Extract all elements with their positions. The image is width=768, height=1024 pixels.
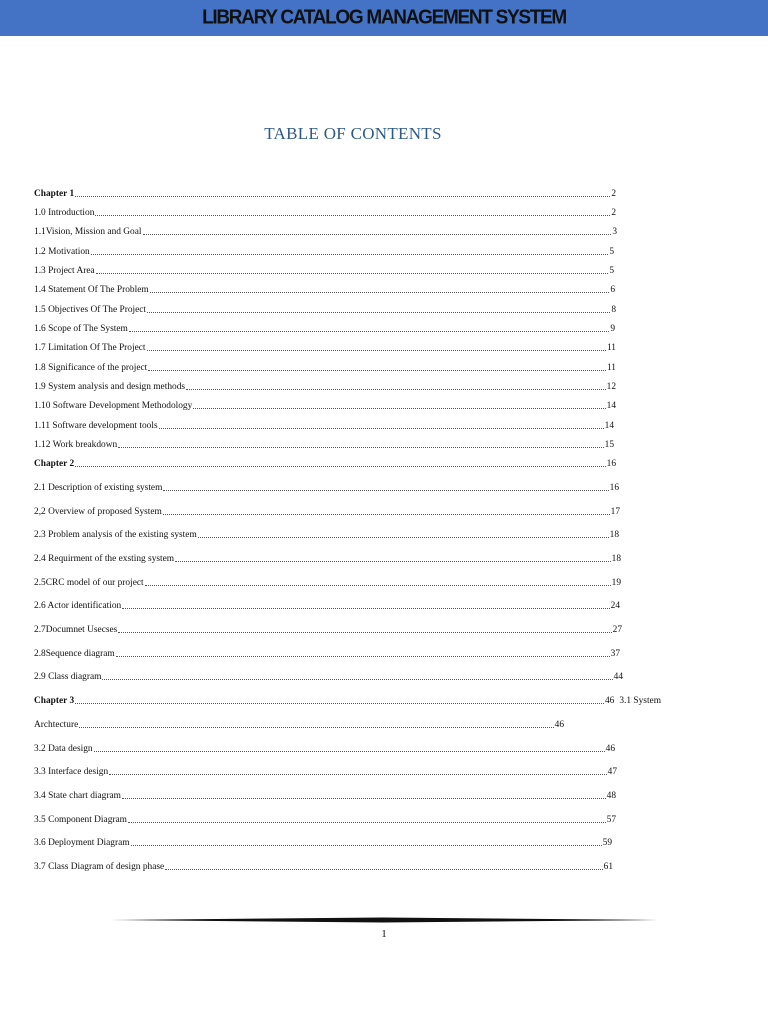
- toc-entry-page: 11: [606, 343, 616, 353]
- toc-entry-label: 1.0 Introduction: [34, 208, 95, 218]
- toc-dot-leader: [159, 427, 604, 429]
- toc-dot-leader: [79, 726, 553, 728]
- toc-entry-label: Chapter 1: [34, 189, 75, 199]
- toc-entry-page: 18: [611, 554, 621, 564]
- toc-entry-label: 1.3 Project Area: [34, 266, 95, 276]
- toc-entry: [34, 400, 616, 412]
- toc-entry-page: 2: [611, 189, 616, 199]
- toc-entry-page: 3: [612, 227, 617, 237]
- toc-entry-page: 37: [610, 649, 620, 659]
- toc-entry-label: 2.9 Class diagram: [34, 672, 102, 682]
- toc-entry: [34, 323, 615, 335]
- toc-entry-label: 3.7 Class Diagram of design phase: [34, 862, 165, 872]
- toc-entry-label: 1.8 Significance of the project: [34, 363, 148, 373]
- toc-entry: [34, 265, 614, 277]
- toc-entry: [34, 482, 619, 494]
- toc-entry-label: 2.5CRC model of our project: [34, 578, 144, 588]
- toc-dot-leader: [118, 446, 603, 448]
- toc-dot-leader: [96, 272, 609, 274]
- toc-entry: [34, 814, 616, 826]
- toc-dot-leader: [94, 750, 605, 752]
- toc-entry: [34, 207, 616, 219]
- toc-entry-page: 5: [609, 247, 614, 257]
- toc-dot-leader: [148, 369, 606, 371]
- toc-entry: [34, 420, 614, 432]
- toc-dot-leader: [129, 330, 609, 332]
- toc-dot-leader: [145, 584, 611, 586]
- toc-entry: [34, 600, 620, 612]
- toc-dot-leader: [75, 702, 604, 704]
- toc-entry-label: 1.9 System analysis and design methods: [34, 382, 186, 392]
- toc-entry-label: 2.3 Problem analysis of the existing system: [34, 530, 197, 540]
- toc-entry-page: 44: [613, 672, 623, 682]
- toc-entry-label: 3.6 Deployment Diagram: [34, 838, 130, 848]
- toc-entry-page: 46: [554, 720, 564, 730]
- toc-entry-page: 2: [611, 208, 616, 218]
- toc-entry: [34, 790, 616, 802]
- toc-entry-label: 2.4 Requirment of the exsting system: [34, 554, 175, 564]
- toc-entry-page: 46: [604, 696, 615, 706]
- toc-entry: [34, 188, 616, 200]
- toc-entry-page: 61: [603, 862, 613, 872]
- toc-dot-leader: [193, 407, 605, 409]
- toc-dot-leader: [147, 311, 610, 313]
- toc-entry: [34, 766, 617, 778]
- toc-entry-label: 1.12 Work breakdown: [34, 440, 118, 450]
- toc-entry-label: 2.8Sequence diagram: [34, 649, 115, 659]
- toc-entry: [34, 506, 620, 518]
- toc-dot-leader: [122, 797, 606, 799]
- toc-dot-leader: [102, 678, 612, 680]
- toc-entry-label: 3.3 Interface design: [34, 767, 109, 777]
- toc-entry-page: 5: [609, 266, 614, 276]
- toc-dot-leader: [109, 773, 606, 775]
- toc-entry: [34, 553, 621, 565]
- toc-entry-label: 1.11 Software development tools: [34, 421, 158, 431]
- toc-entry-page: 59: [602, 838, 612, 848]
- toc-entry: [34, 648, 620, 660]
- toc-entry: [34, 381, 616, 393]
- toc-dot-leader: [163, 489, 608, 491]
- toc-entry: [34, 529, 619, 541]
- toc-entry-page: 48: [606, 791, 616, 801]
- toc-entry: [34, 284, 615, 296]
- toc-dot-leader: [116, 655, 610, 657]
- toc-entry: [34, 304, 616, 316]
- toc-entry: [34, 861, 613, 873]
- toc-entry: [34, 458, 616, 470]
- footer-rule: [110, 914, 658, 926]
- document-header-banner: [0, 0, 768, 36]
- toc-entry-label: 2.7Documnet Usecses: [34, 625, 118, 635]
- toc-entry-label: 1.5 Objectives Of The Project: [34, 305, 147, 315]
- toc-entry: [34, 362, 616, 374]
- toc-entry: [34, 671, 623, 683]
- toc-entry: [34, 624, 622, 636]
- toc-entry-page: 8: [611, 305, 616, 315]
- toc-entry-page: 15: [604, 440, 614, 450]
- toc-entry-page: 17: [610, 507, 620, 517]
- toc-entry-label: 2.1 Description of existing system: [34, 483, 163, 493]
- toc-entry-page: 24: [610, 601, 620, 611]
- toc-entry-label: 1.4 Statement Of The Problem: [34, 285, 149, 295]
- toc-entry-page: 16: [609, 483, 619, 493]
- toc-dot-leader: [147, 349, 606, 351]
- toc-dot-leader: [143, 233, 612, 235]
- toc-dot-leader: [150, 291, 610, 293]
- toc-entry-page: 46: [605, 744, 615, 754]
- toc-dot-leader: [122, 607, 609, 609]
- toc-entry-label: 1.6 Scope of The System: [34, 324, 128, 334]
- toc-dot-leader: [131, 844, 602, 846]
- toc-dot-leader: [75, 195, 610, 197]
- page-number: 1: [381, 928, 387, 940]
- document-header-title: LIBRARY CATALOG MANAGEMENT SYSTEM: [202, 6, 566, 29]
- toc-entry-label: 3.2 Data design: [34, 744, 93, 754]
- toc-entry: [34, 743, 615, 755]
- toc-entry-label: 3.4 State chart diagram: [34, 791, 121, 801]
- toc-dot-leader: [75, 465, 605, 467]
- toc-dot-leader: [186, 388, 606, 390]
- toc-entry-label: 1.1Vision, Mission and Goal: [34, 227, 142, 237]
- toc-heading: TABLE OF CONTENTS: [264, 124, 442, 143]
- toc-entry-page: 14: [606, 401, 616, 411]
- toc-entry-label: 2,2 Overview of proposed System: [34, 507, 162, 517]
- toc-dot-leader: [118, 631, 611, 633]
- toc-entry-label: Archtecture: [34, 720, 79, 730]
- toc-entry-trailing-text: 3.1 System: [619, 696, 661, 706]
- toc-entry-page: 57: [606, 815, 616, 825]
- toc-entry-label: 1.7 Limitation Of The Project: [34, 343, 146, 353]
- toc-dot-leader: [175, 560, 611, 562]
- toc-entry-page: 19: [611, 578, 621, 588]
- toc-entry-page: 6: [610, 285, 615, 295]
- toc-entry: [34, 837, 612, 849]
- toc-entry: [34, 577, 621, 589]
- toc-entry-label: Chapter 2: [34, 459, 75, 469]
- toc-entry-page: 18: [609, 530, 619, 540]
- toc-entry-page: 16: [606, 459, 616, 469]
- toc-dot-leader: [95, 214, 610, 216]
- toc-entry: [34, 342, 616, 354]
- toc-entry: [34, 246, 614, 258]
- toc-entry-page: 27: [612, 625, 622, 635]
- toc-entry: [34, 439, 614, 451]
- toc-entry: [34, 719, 564, 731]
- toc-dot-leader: [165, 868, 602, 870]
- toc-entry-page: 9: [610, 324, 615, 334]
- toc-dot-leader: [91, 253, 609, 255]
- toc-entry-label: 2.6 Actor identification: [34, 601, 122, 611]
- toc-entry-page: 14: [604, 421, 614, 431]
- toc-dot-leader: [128, 821, 606, 823]
- toc-entry-label: 1.2 Motivation: [34, 247, 90, 257]
- toc-entry-label: 1.10 Software Development Methodology: [34, 401, 193, 411]
- toc-entry-page: 11: [606, 363, 616, 373]
- toc-entry: [34, 695, 661, 707]
- toc-entry-page: 12: [606, 382, 616, 392]
- toc-entry-label: 3.5 Component Diagram: [34, 815, 127, 825]
- toc-dot-leader: [198, 536, 609, 538]
- toc-entry-page: 47: [607, 767, 617, 777]
- toc-dot-leader: [163, 513, 610, 515]
- toc-entry-label: Chapter 3: [34, 696, 75, 706]
- toc-entry: [34, 226, 617, 238]
